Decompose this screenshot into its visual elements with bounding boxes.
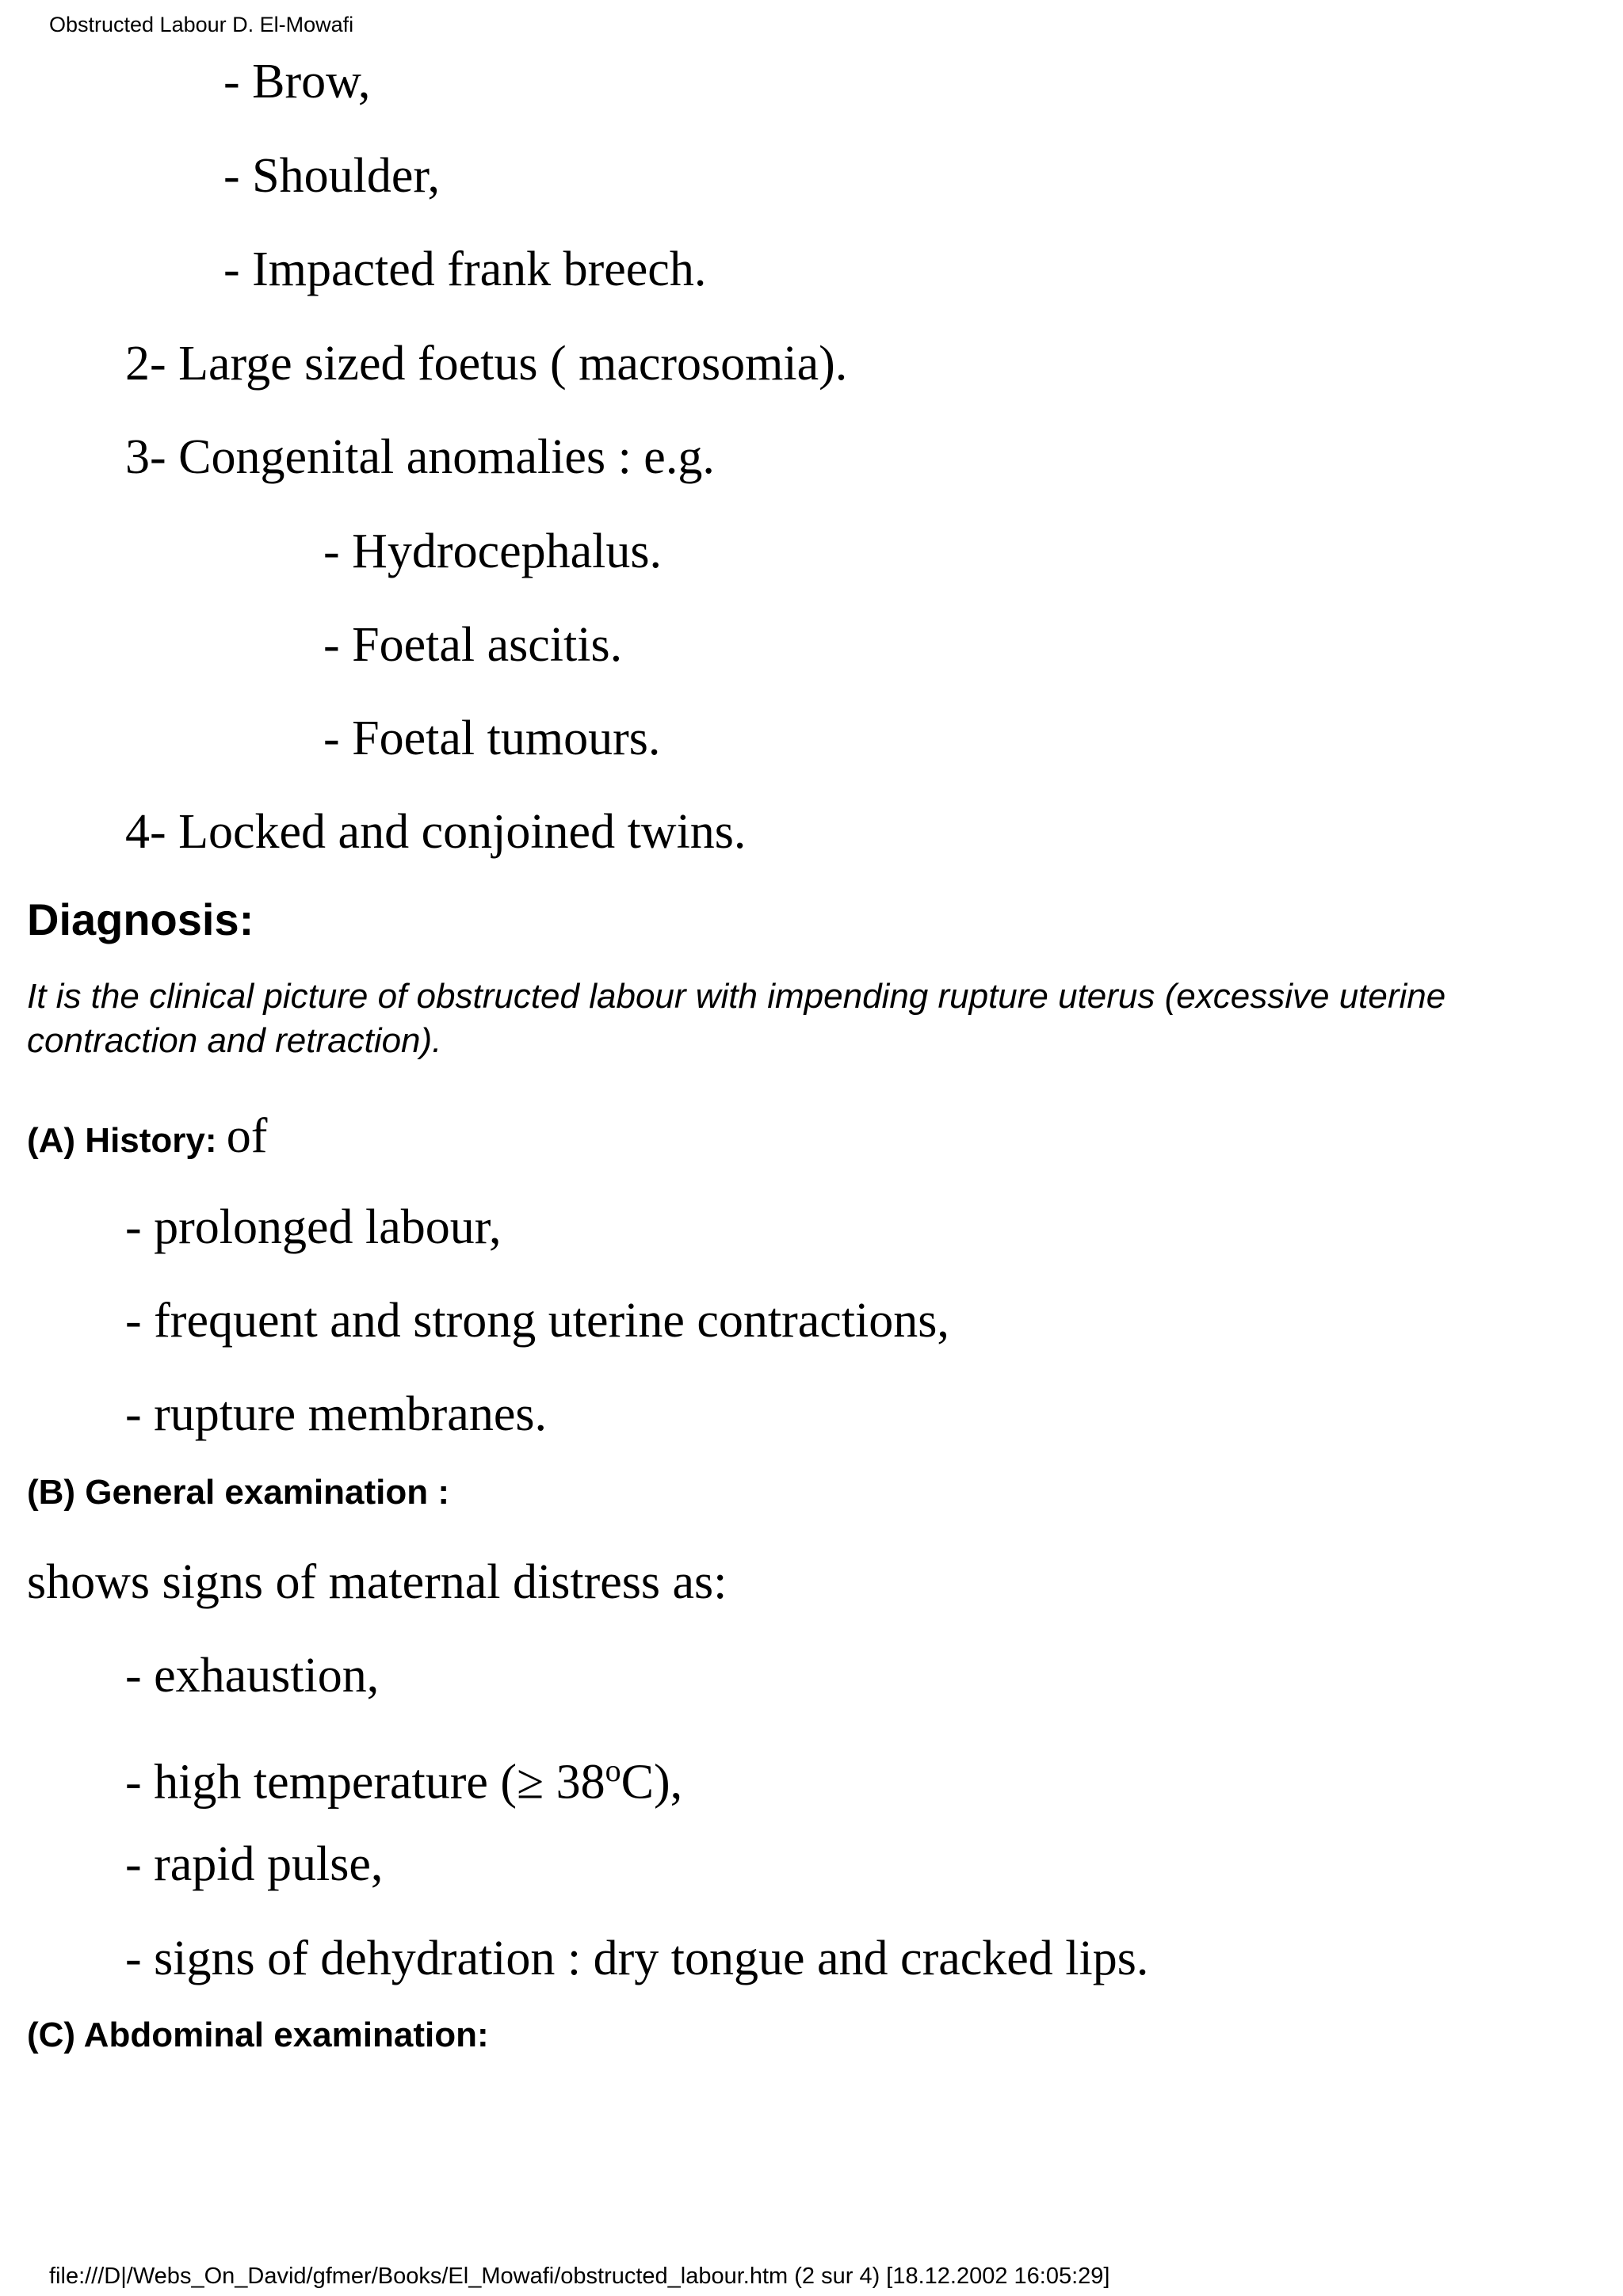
temperature-suffix: C), (621, 1755, 683, 1810)
list-item-twins: 4- Locked and conjoined twins. (125, 805, 747, 859)
diagnosis-intro: It is the clinical picture of obstructed labour with impending rupture uterus (excessive uterine contraction and retraction). (27, 977, 1446, 1060)
list-item-ascitis: - Foetal ascitis. (323, 618, 623, 672)
general-item-dehydration: - signs of dehydration : dry tongue and cracked lips. (125, 1932, 1149, 1985)
history-item-prolonged: - prolonged labour, (125, 1200, 502, 1254)
history-heading (27, 1109, 268, 1163)
list-item-brow: - Brow, (223, 55, 371, 109)
general-item-pulse: - rapid pulse, (125, 1837, 384, 1891)
history-tail: of (226, 1109, 268, 1163)
history-item-membranes: - rupture membranes. (125, 1387, 547, 1441)
page-header: Obstructed Labour D. El-Mowafi (49, 13, 354, 36)
temperature-text: - high temperature (≥ 38 (125, 1755, 605, 1810)
list-item-macrosomia: 2- Large sized foetus ( macrosomia). (125, 337, 848, 391)
diagnosis-heading: Diagnosis: (27, 894, 254, 944)
list-item-hydrocephalus: - Hydrocephalus. (323, 524, 662, 578)
page-footer: file:///D|/Webs_On_David/gfmer/Books/El_Mowafi/obstructed_labour.htm (2 sur 4) [18.12.2002 16:05:29] (49, 2264, 1110, 2289)
list-item-shoulder: - Shoulder, (223, 149, 441, 203)
general-exam-lead: shows signs of maternal distress as: (27, 1555, 727, 1609)
list-item-breech: - Impacted frank breech. (223, 242, 707, 296)
abdominal-exam-heading: (C) Abdominal examination: (27, 2016, 489, 2054)
general-exam-heading: (B) General examination : (27, 1473, 450, 1512)
degree-superscript: o (605, 1753, 621, 1788)
history-label: (A) History: (27, 1121, 217, 1160)
general-item-exhaustion: - exhaustion, (125, 1649, 380, 1703)
list-item-tumours: - Foetal tumours. (323, 711, 661, 765)
list-item-congenital: 3- Congenital anomalies : e.g. (125, 430, 715, 484)
history-item-contractions: - frequent and strong uterine contractions, (125, 1294, 949, 1348)
general-item-temperature (125, 1743, 682, 1810)
